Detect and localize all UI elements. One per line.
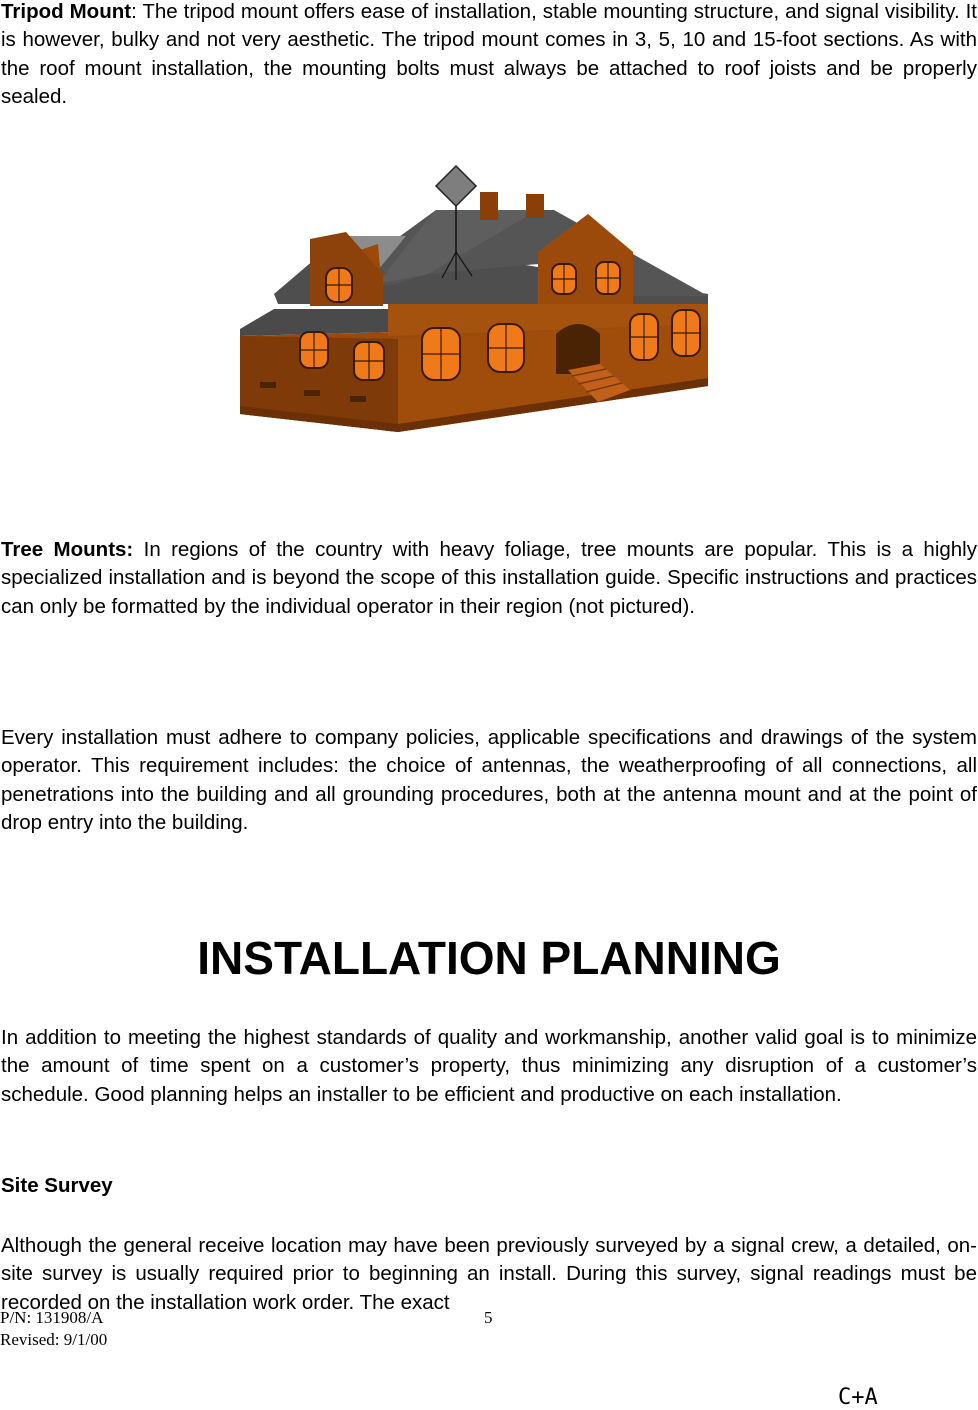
footer-revised-date: Revised: 9/1/00 — [0, 1330, 108, 1349]
house-with-tripod-antenna-illustration — [238, 164, 722, 436]
tripod-mount-paragraph — [1, 0, 977, 111]
footer-page-number: 5 — [484, 1308, 493, 1327]
site-survey-heading: Site Survey — [1, 1174, 113, 1197]
tree-mounts-label: Tree Mounts: — [1, 538, 134, 561]
site-survey-paragraph: Although the general receive location may have been previously surveyed by a signal crew, a detailed, on-site survey is usually required prior to beginning an install. During this survey, signal readings must be recorded on the installation work order. The exact — [1, 1234, 977, 1314]
tripod-mount-text: : The tripod mount offers ease of installation, stable mounting structure, and signal visibility. It is however, bulky and not very aesthetic. The tripod mount comes in 3, 5, 10 and 15-foot sections. As with the roof mount installation, the mounting bolts must always be attached to roof joists and be properly sealed. — [1, 0, 977, 108]
tripod-mount-label: Tripod Mount — [1, 0, 132, 23]
footer-part-number: P/N: 131908/A — [0, 1308, 104, 1327]
corner-mark: C+A — [838, 1385, 878, 1410]
policy-paragraph: Every installation must adhere to company policies, applicable specifications and drawings of the system operator. This requirement includes: the choice of antennas, the weatherproofing of all connections, all penetrations into the building and all grounding procedures, both at the antenna mount and at the point of drop entry into the building. — [1, 726, 977, 834]
tree-mounts-paragraph — [1, 536, 977, 621]
planning-paragraph: In addition to meeting the highest standards of quality and workmanship, another valid goal is to minimize the amount of time spent on a customer’s property, thus minimizing any disruption of a customer’s schedule. Good planning helps an installer to be efficient and productive on each installation. — [1, 1026, 977, 1106]
tree-mounts-text: In regions of the country with heavy foliage, tree mounts are popular. This is a highly specialized installation and is beyond the scope of this installation guide. Specific instructions and practices can only be formatted by the individual operator in their region (not pictured). — [1, 538, 977, 618]
section-title: INSTALLATION PLANNING — [197, 932, 781, 984]
